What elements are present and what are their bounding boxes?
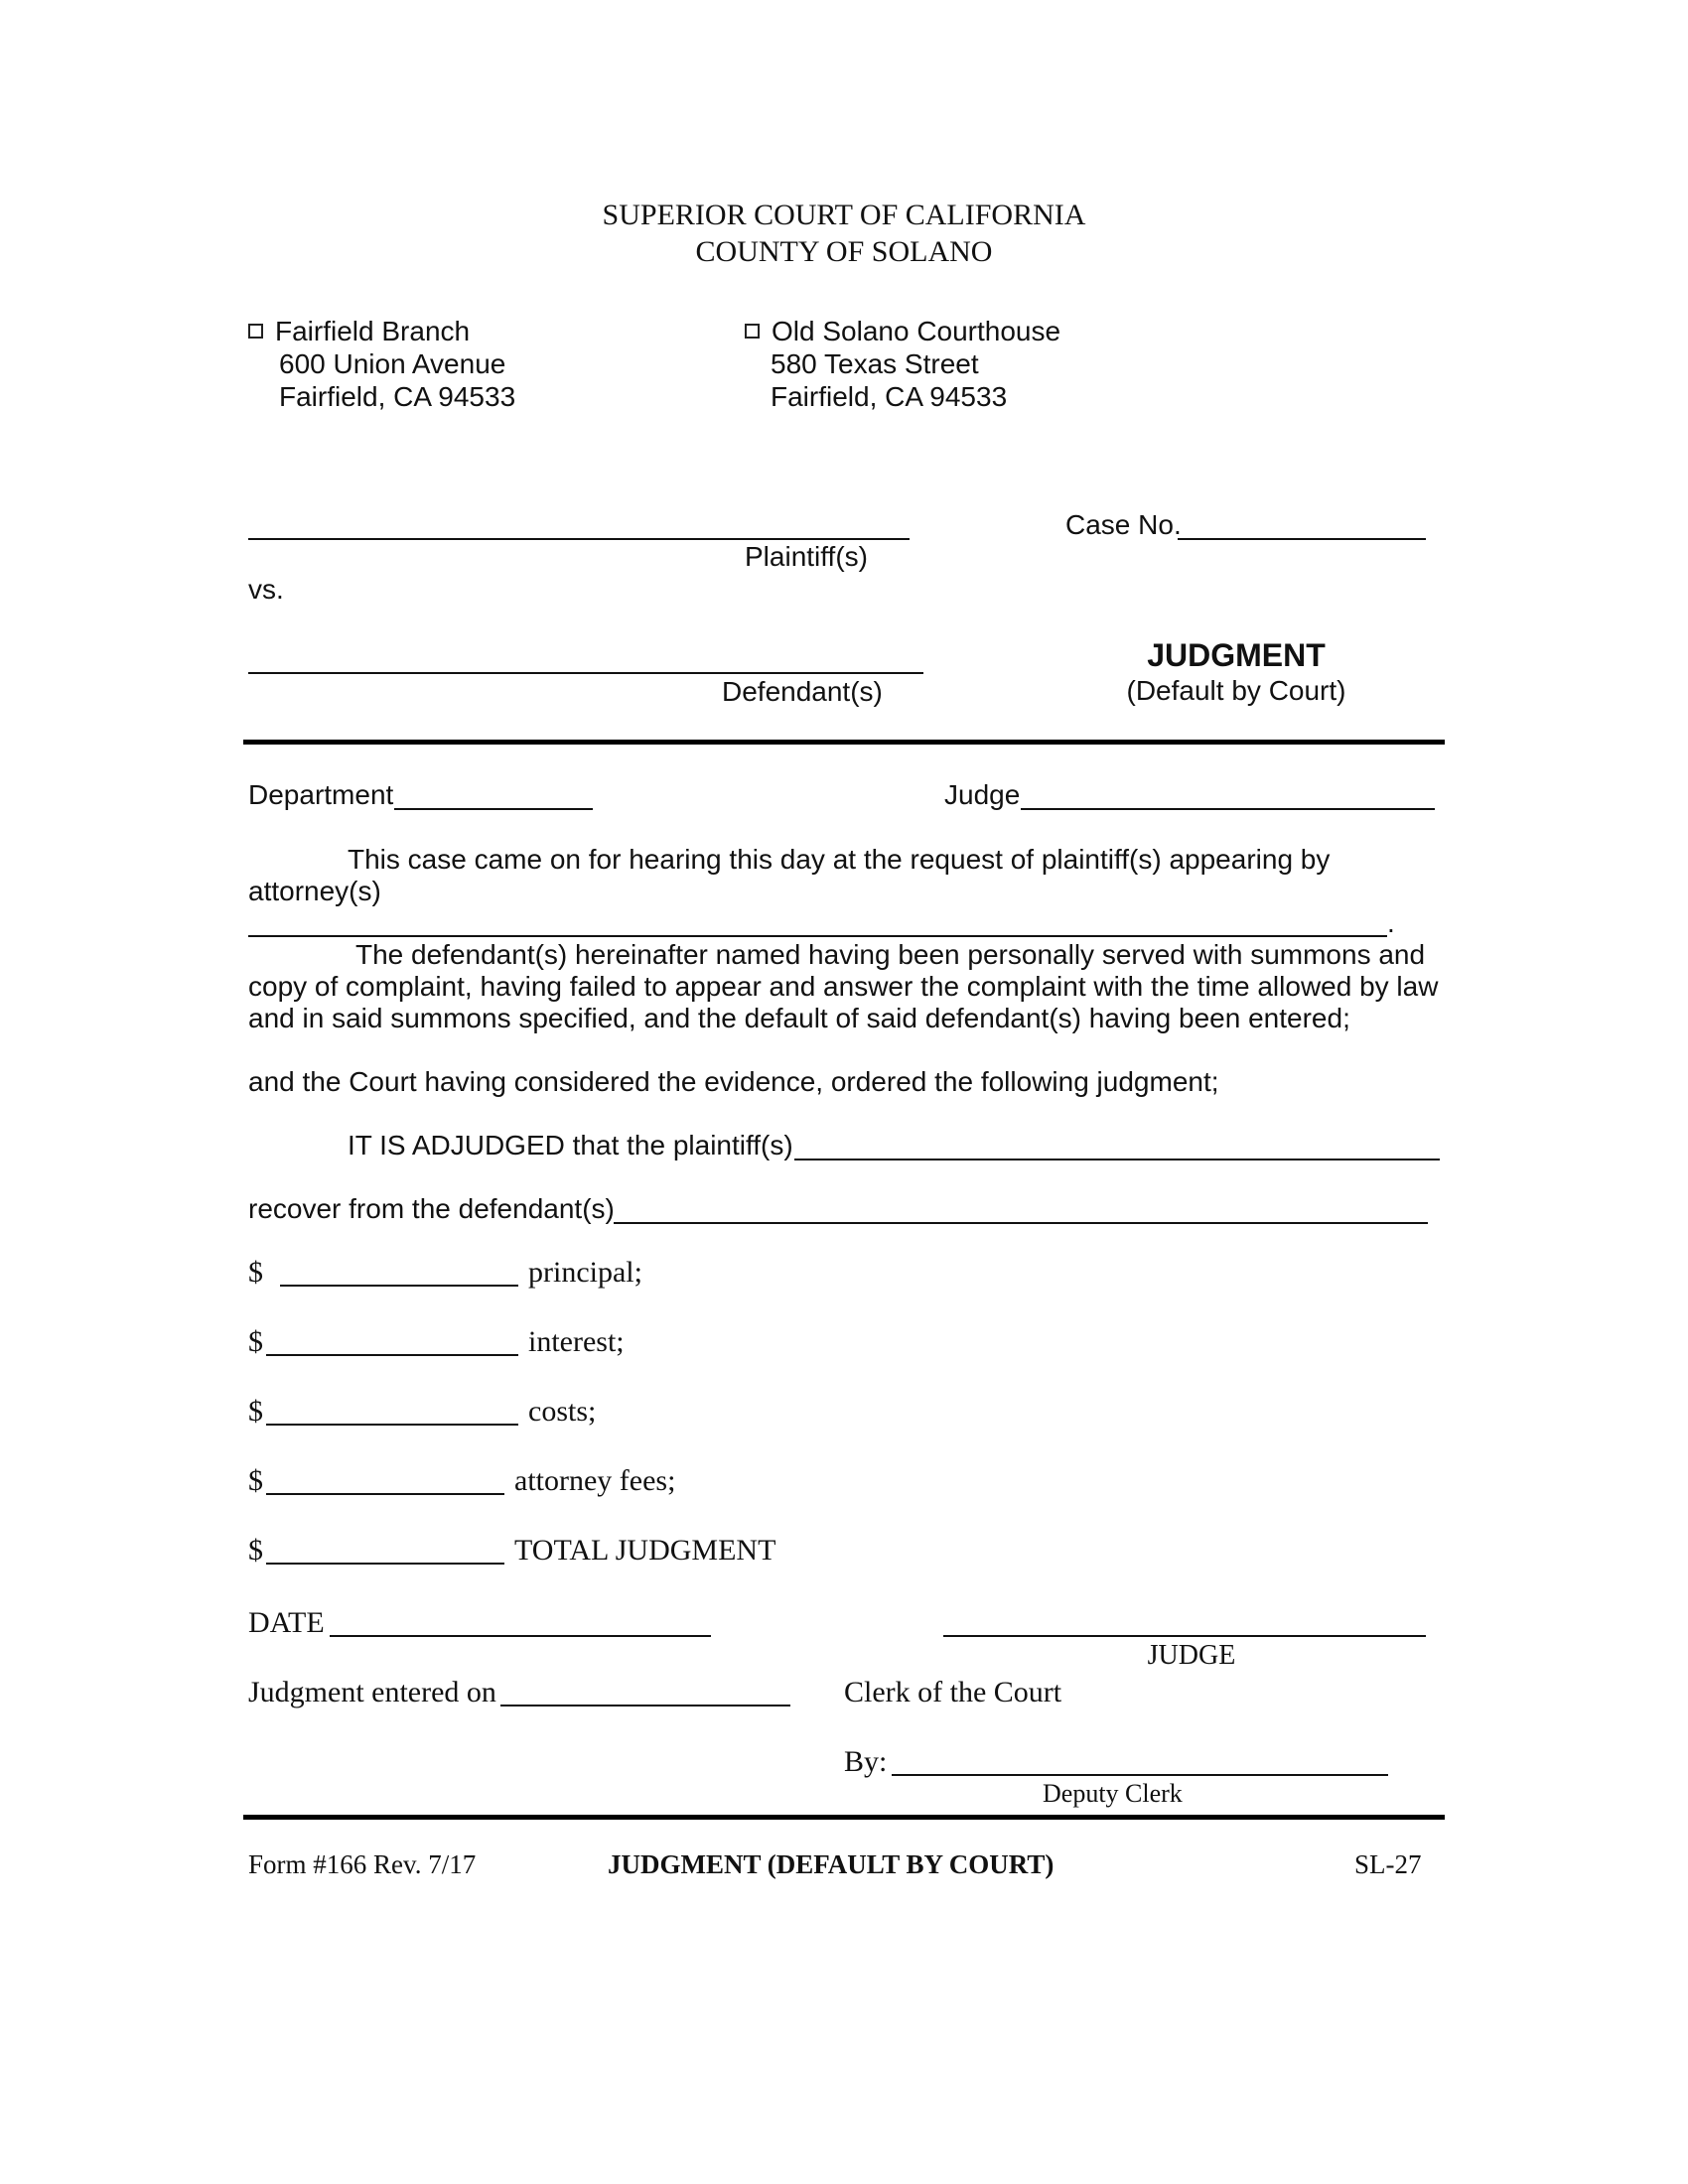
date-field[interactable] <box>330 1607 711 1637</box>
total-amount-field[interactable] <box>266 1535 504 1565</box>
location-fairfield-city: Fairfield, CA 94533 <box>279 381 516 412</box>
hearing-paragraph-line2: attorney(s) <box>248 876 381 906</box>
interest-label: interest; <box>528 1325 625 1358</box>
interest-currency: $ <box>248 1325 263 1358</box>
costs-amount-field[interactable] <box>266 1396 518 1426</box>
costs-label: costs; <box>528 1395 597 1428</box>
principal-amount-field[interactable] <box>280 1257 518 1287</box>
deputy-clerk-signature-field[interactable] <box>892 1746 1388 1776</box>
deputy-clerk-label: Deputy Clerk <box>1043 1779 1183 1808</box>
plaintiff-name-field[interactable] <box>248 510 910 540</box>
costs-currency: $ <box>248 1395 263 1428</box>
total-currency: $ <box>248 1534 263 1567</box>
judge-label: Judge <box>944 779 1021 810</box>
judge-name-field[interactable] <box>1021 780 1435 810</box>
document-subtitle: (Default by Court) <box>1126 675 1346 706</box>
attorney-fees-currency: $ <box>248 1464 263 1497</box>
case-no-label: Case No. <box>1065 509 1182 540</box>
location-fairfield <box>248 316 470 347</box>
department-label: Department <box>248 779 394 810</box>
judgment-entered-label: Judgment entered on <box>248 1676 496 1708</box>
location-old-solano-city: Fairfield, CA 94533 <box>771 381 1008 412</box>
footer-divider <box>243 1815 1445 1820</box>
default-paragraph-line3: and in said summons specified, and the default of said defendant(s) having been entered; <box>248 1003 1350 1033</box>
judgment-entered-field[interactable] <box>500 1677 790 1706</box>
court-name: SUPERIOR COURT OF CALIFORNIA <box>602 199 1086 231</box>
by-label: By: <box>844 1745 888 1778</box>
default-paragraph-line2: copy of complaint, having failed to appear and answer the complaint with the time allowed by law <box>248 971 1439 1002</box>
default-paragraph-line1: The defendant(s) hereinafter named having been personally served with summons and <box>355 939 1426 970</box>
total-label: TOTAL JUDGMENT <box>514 1534 776 1567</box>
defendant-name-field[interactable] <box>248 644 923 674</box>
checkbox-old-solano[interactable] <box>745 324 760 339</box>
judge-signature-field[interactable] <box>943 1607 1426 1637</box>
evidence-paragraph: and the Court having considered the evidence, ordered the following judgment; <box>248 1066 1219 1097</box>
adjudged-plaintiff-field[interactable] <box>794 1131 1440 1160</box>
judge-signature-label: JUDGE <box>1147 1640 1236 1671</box>
date-label: DATE <box>248 1606 325 1639</box>
principal-currency: $ <box>248 1256 263 1289</box>
defendant-label: Defendant(s) <box>722 676 883 707</box>
attorney-field[interactable] <box>248 907 1387 937</box>
clerk-label: Clerk of the Court <box>844 1676 1062 1708</box>
location-old-solano-street: 580 Texas Street <box>771 348 979 379</box>
interest-amount-field[interactable] <box>266 1326 518 1356</box>
case-no-field[interactable] <box>1178 510 1426 540</box>
form-title: JUDGMENT (DEFAULT BY COURT) <box>608 1849 1055 1879</box>
form-number: Form #166 Rev. 7/17 <box>248 1849 477 1879</box>
location-old-solano-name: Old Solano Courthouse <box>772 316 1061 346</box>
adjudged-label: IT IS ADJUDGED that the plaintiff(s) <box>348 1130 793 1160</box>
vs-label: vs. <box>248 574 284 605</box>
attorney-fees-label: attorney fees; <box>514 1464 676 1497</box>
hearing-paragraph-line1: This case came on for hearing this day at the request of plaintiff(s) appearing by <box>348 844 1331 875</box>
form-code: SL-27 <box>1354 1849 1422 1879</box>
attorney-field-period: . <box>1387 907 1395 938</box>
attorney-fees-amount-field[interactable] <box>266 1465 504 1495</box>
location-fairfield-name: Fairfield Branch <box>275 316 471 346</box>
caption-divider <box>243 740 1445 745</box>
recover-defendant-field[interactable] <box>614 1194 1428 1224</box>
checkbox-fairfield[interactable] <box>248 324 263 339</box>
plaintiff-label: Plaintiff(s) <box>745 541 868 572</box>
county-name: COUNTY OF SOLANO <box>695 235 993 268</box>
location-old-solano <box>745 316 1060 347</box>
document-title: JUDGMENT <box>1147 637 1326 673</box>
recover-label: recover from the defendant(s) <box>248 1193 615 1224</box>
principal-label: principal; <box>528 1256 642 1289</box>
department-field[interactable] <box>394 780 593 810</box>
location-fairfield-street: 600 Union Avenue <box>279 348 506 379</box>
